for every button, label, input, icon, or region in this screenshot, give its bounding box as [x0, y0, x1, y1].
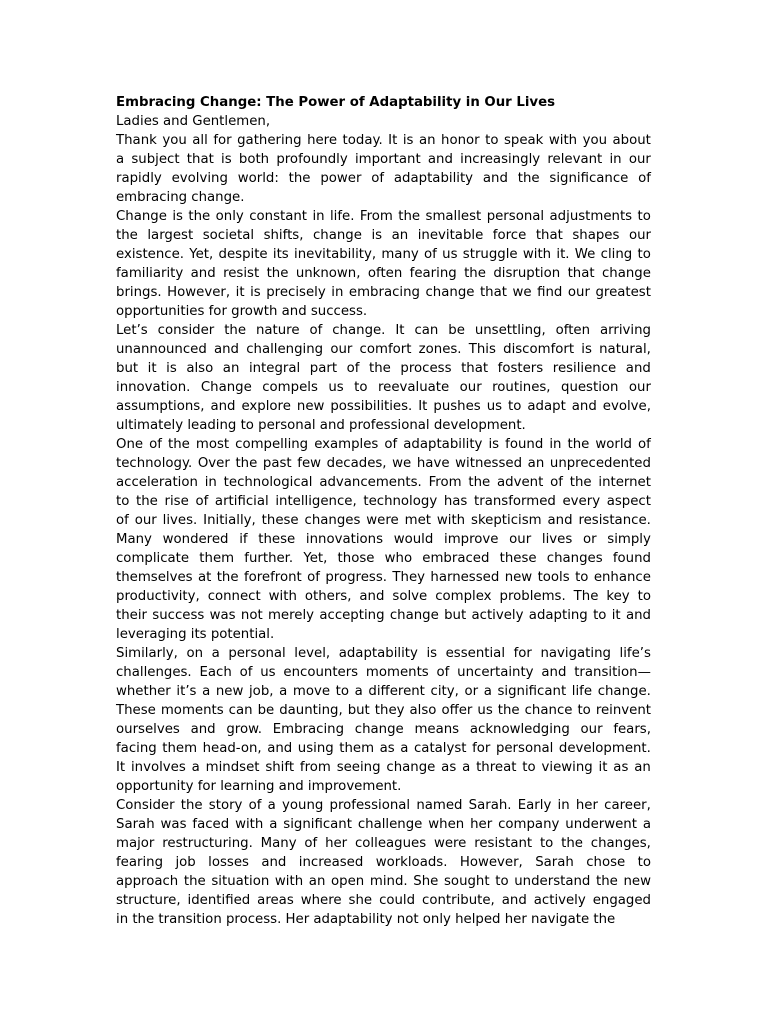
salutation: Ladies and Gentlemen, [116, 114, 271, 129]
paragraph-line: embracing change. [116, 190, 245, 205]
paragraph-line: challenges. Each of us encounters moments of uncertainty and transition— [116, 665, 651, 680]
paragraph-line: facing them head-on, and using them as a catalyst for personal development. [116, 741, 651, 756]
paragraph-line: but it is also an integral part of the process that fosters resilience and [116, 361, 651, 376]
paragraph-line: a subject that is both profoundly important and increasingly relevant in our [116, 152, 651, 167]
paragraph-line: to the rise of artificial intelligence, technology has transformed every aspect [116, 494, 651, 509]
paragraph-line: familiarity and resist the unknown, often fearing the disruption that change [116, 266, 651, 281]
paragraph-line: rapidly evolving world: the power of adaptability and the significance of [116, 171, 651, 186]
paragraph [116, 796, 651, 929]
paragraph-line: existence. Yet, despite its inevitability, many of us struggle with it. We cling to [116, 247, 651, 262]
paragraph-line: the largest societal shifts, change is an inevitable force that shapes our [116, 228, 651, 243]
paragraph-line: innovation. Change compels us to reevaluate our routines, question our [116, 380, 651, 395]
paragraph-line: in the transition process. Her adaptability not only helped her navigate the [116, 912, 616, 927]
document-body [116, 131, 651, 929]
paragraph-line: leveraging its potential. [116, 627, 275, 642]
paragraph-line: These moments can be daunting, but they also offer us the chance to reinvent [116, 703, 651, 718]
paragraph-line: major restructuring. Many of her colleagues were resistant to the changes, [116, 836, 651, 851]
paragraph [116, 207, 651, 321]
paragraph-line: It involves a mindset shift from seeing change as a threat to viewing it as an [116, 760, 651, 775]
paragraph-line: ultimately leading to personal and professional development. [116, 418, 526, 433]
paragraph-line: acceleration in technological advancements. From the advent of the internet [116, 475, 651, 490]
paragraph-line: Let’s consider the nature of change. It can be unsettling, often arriving [116, 323, 651, 338]
paragraph-line: productivity, connect with others, and solve complex problems. The key to [116, 589, 651, 604]
paragraph-line: One of the most compelling examples of adaptability is found in the world of [116, 437, 651, 452]
paragraph-line: Similarly, on a personal level, adaptability is essential for navigating life’s [116, 646, 651, 661]
paragraph-line: technology. Over the past few decades, we have witnessed an unprecedented [116, 456, 651, 471]
paragraph-line: Sarah was faced with a significant challenge when her company underwent a [116, 817, 651, 832]
paragraph-line: fearing job losses and increased workloads. However, Sarah chose to [116, 855, 651, 870]
document-title: Embracing Change: The Power of Adaptability in Our Lives [116, 95, 556, 110]
paragraph-line: Many wondered if these innovations would improve our lives or simply [116, 532, 651, 547]
document-page [116, 93, 651, 929]
paragraph-line: Change is the only constant in life. From the smallest personal adjustments to [116, 209, 651, 224]
paragraph-line: brings. However, it is precisely in embracing change that we find our greatest [116, 285, 651, 300]
paragraph-line: opportunity for learning and improvement. [116, 779, 402, 794]
paragraph-line: of our lives. Initially, these changes were met with skepticism and resistance. [116, 513, 651, 528]
paragraph-line: whether it’s a new job, a move to a different city, or a significant life change. [116, 684, 651, 699]
paragraph-line: their success was not merely accepting change but actively adapting to it and [116, 608, 651, 623]
paragraph-line: Consider the story of a young professional named Sarah. Early in her career, [116, 798, 651, 813]
paragraph-line: complicate them further. Yet, those who embraced these changes found [116, 551, 651, 566]
paragraph-line: ourselves and grow. Embracing change means acknowledging our fears, [116, 722, 651, 737]
paragraph-line: assumptions, and explore new possibilities. It pushes us to adapt and evolve, [116, 399, 651, 414]
paragraph [116, 435, 651, 644]
paragraph-line: structure, identified areas where she could contribute, and actively engaged [116, 893, 651, 908]
paragraph-line: themselves at the forefront of progress. They harnessed new tools to enhance [116, 570, 651, 585]
paragraph [116, 644, 651, 796]
paragraph-line: opportunities for growth and success. [116, 304, 368, 319]
paragraph-line: approach the situation with an open mind. She sought to understand the new [116, 874, 651, 889]
paragraph-line: unannounced and challenging our comfort zones. This discomfort is natural, [116, 342, 651, 357]
paragraph-line: Thank you all for gathering here today. It is an honor to speak with you about [116, 133, 651, 148]
paragraph [116, 131, 651, 207]
paragraph [116, 321, 651, 435]
